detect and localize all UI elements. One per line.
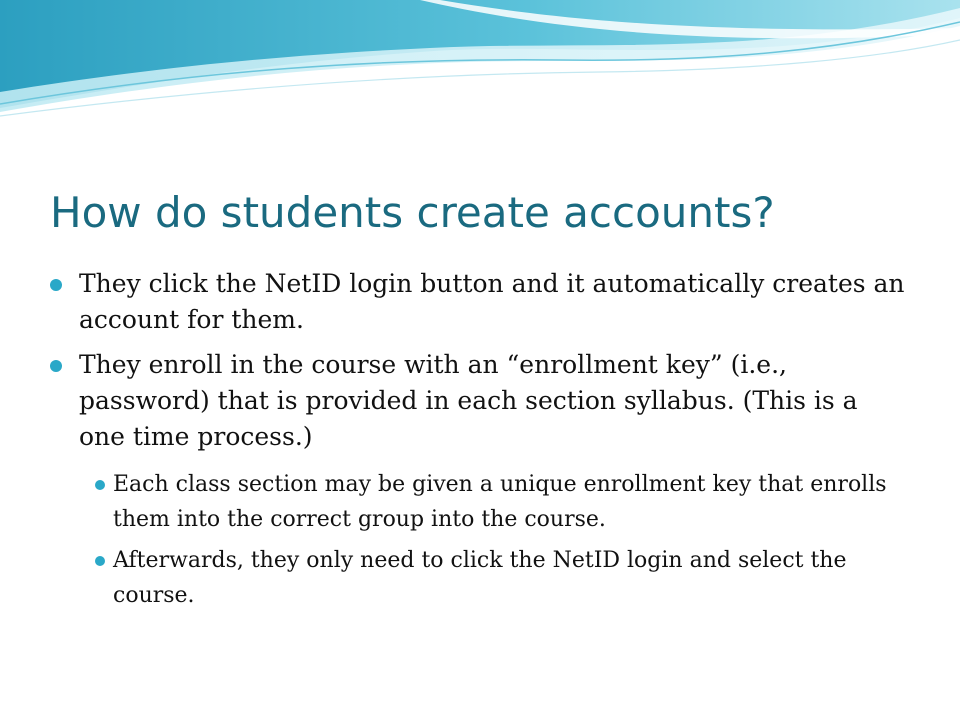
bullet-dot-icon [50,279,62,291]
bullet-item-2 [50,347,910,613]
sub-bullet-item-2 [75,543,910,613]
sub-bullet-list [79,467,910,613]
bullet-item-1 [50,266,910,338]
bullet-text: They click the NetID login button and it automatically creates an account for them. [79,269,905,334]
sub-bullet-text: Each class section may be given a unique enrollment key that enrolls them into the correct group into the course. [113,472,887,532]
sub-bullet-text: Afterwards, they only need to click the NetID login and select the course. [113,548,847,608]
sub-bullet-dot-icon [95,556,105,566]
bullet-text: They enroll in the course with an “enrollment key” (i.e., password) that is provided in each section syllabus. (This is a one time process.) [79,350,858,451]
bullet-list [50,266,910,622]
slide-title: How do students create accounts? [50,188,775,237]
sub-bullet-dot-icon [95,480,105,490]
header-wave-decoration [0,0,960,130]
bullet-dot-icon [50,360,62,372]
sub-bullet-item-1 [75,467,910,537]
